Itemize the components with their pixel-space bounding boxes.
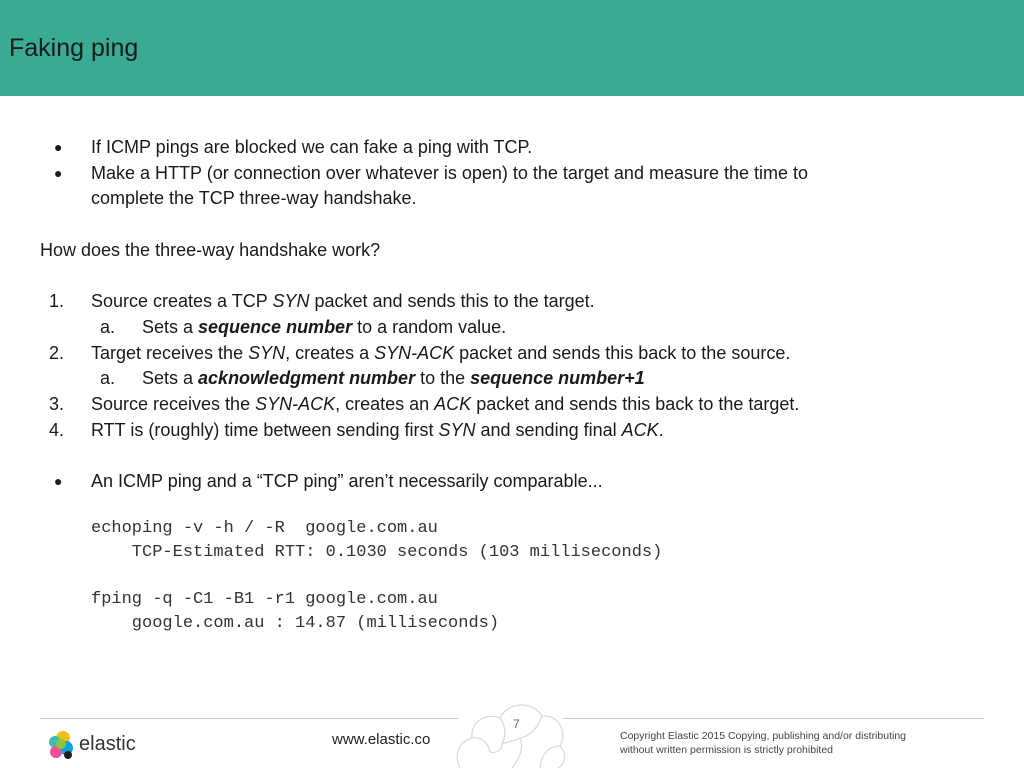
substep-letter: a.	[100, 317, 116, 337]
bullet-dot-icon: ●	[54, 473, 63, 489]
logo-wordmark: elastic	[79, 733, 136, 755]
footer-divider-right	[563, 718, 984, 719]
bullet-dot-icon: ●	[54, 165, 63, 181]
website-link[interactable]: www.elastic.co	[332, 731, 431, 748]
step-text: Source receives the SYN-ACK, creates an ACK packet and sends this back to the target.	[91, 394, 800, 414]
code-line: google.com.au : 14.87 (milliseconds)	[91, 614, 500, 633]
bullet-dot-icon: ●	[54, 139, 63, 155]
code-line: fping -q -C1 -B1 -r1 google.com.au	[91, 590, 438, 609]
step-text: Source creates a TCP SYN packet and sends this to the target.	[91, 291, 595, 311]
code-line: echoping -v -h / -R google.com.au	[91, 519, 438, 538]
bullet-text: Make a HTTP (or connection over whatever is open) to the target and measure the time to	[91, 163, 809, 183]
step-text: RTT is (roughly) time between sending first SYN and sending final ACK.	[91, 420, 664, 440]
substep-letter: a.	[100, 368, 116, 388]
footer-divider-left	[40, 718, 458, 719]
step-number: 2.	[49, 343, 65, 363]
bullet-text: An ICMP ping and a “TCP ping” aren’t necessarily comparable...	[91, 471, 603, 491]
bullet-text: If ICMP pings are blocked we can fake a ping with TCP.	[91, 137, 533, 157]
step-number: 3.	[49, 394, 65, 414]
step-text: Target receives the SYN, creates a SYN-ACK packet and sends this back to the source.	[91, 343, 791, 363]
step-number: 1.	[49, 291, 65, 311]
step-number: 4.	[49, 420, 65, 440]
substep-text: Sets a acknowledgment number to the sequence number+1	[142, 368, 645, 388]
question-text: How does the three-way handshake work?	[40, 240, 381, 260]
code-line: TCP-Estimated RTT: 0.1030 seconds (103 milliseconds)	[91, 543, 663, 562]
elastic-logo-icon	[46, 730, 76, 760]
substep-text: Sets a sequence number to a random value.	[142, 317, 507, 337]
slide-title: Faking ping	[9, 34, 139, 62]
cloud-decoration-icon	[450, 696, 568, 768]
page-number: 7	[513, 717, 520, 731]
bullet-text-continued: complete the TCP three-way handshake.	[91, 188, 417, 208]
copyright-notice: Copyright Elastic 2015 Copying, publishing and/or distributing without written permission is strictly prohibited	[620, 730, 907, 756]
